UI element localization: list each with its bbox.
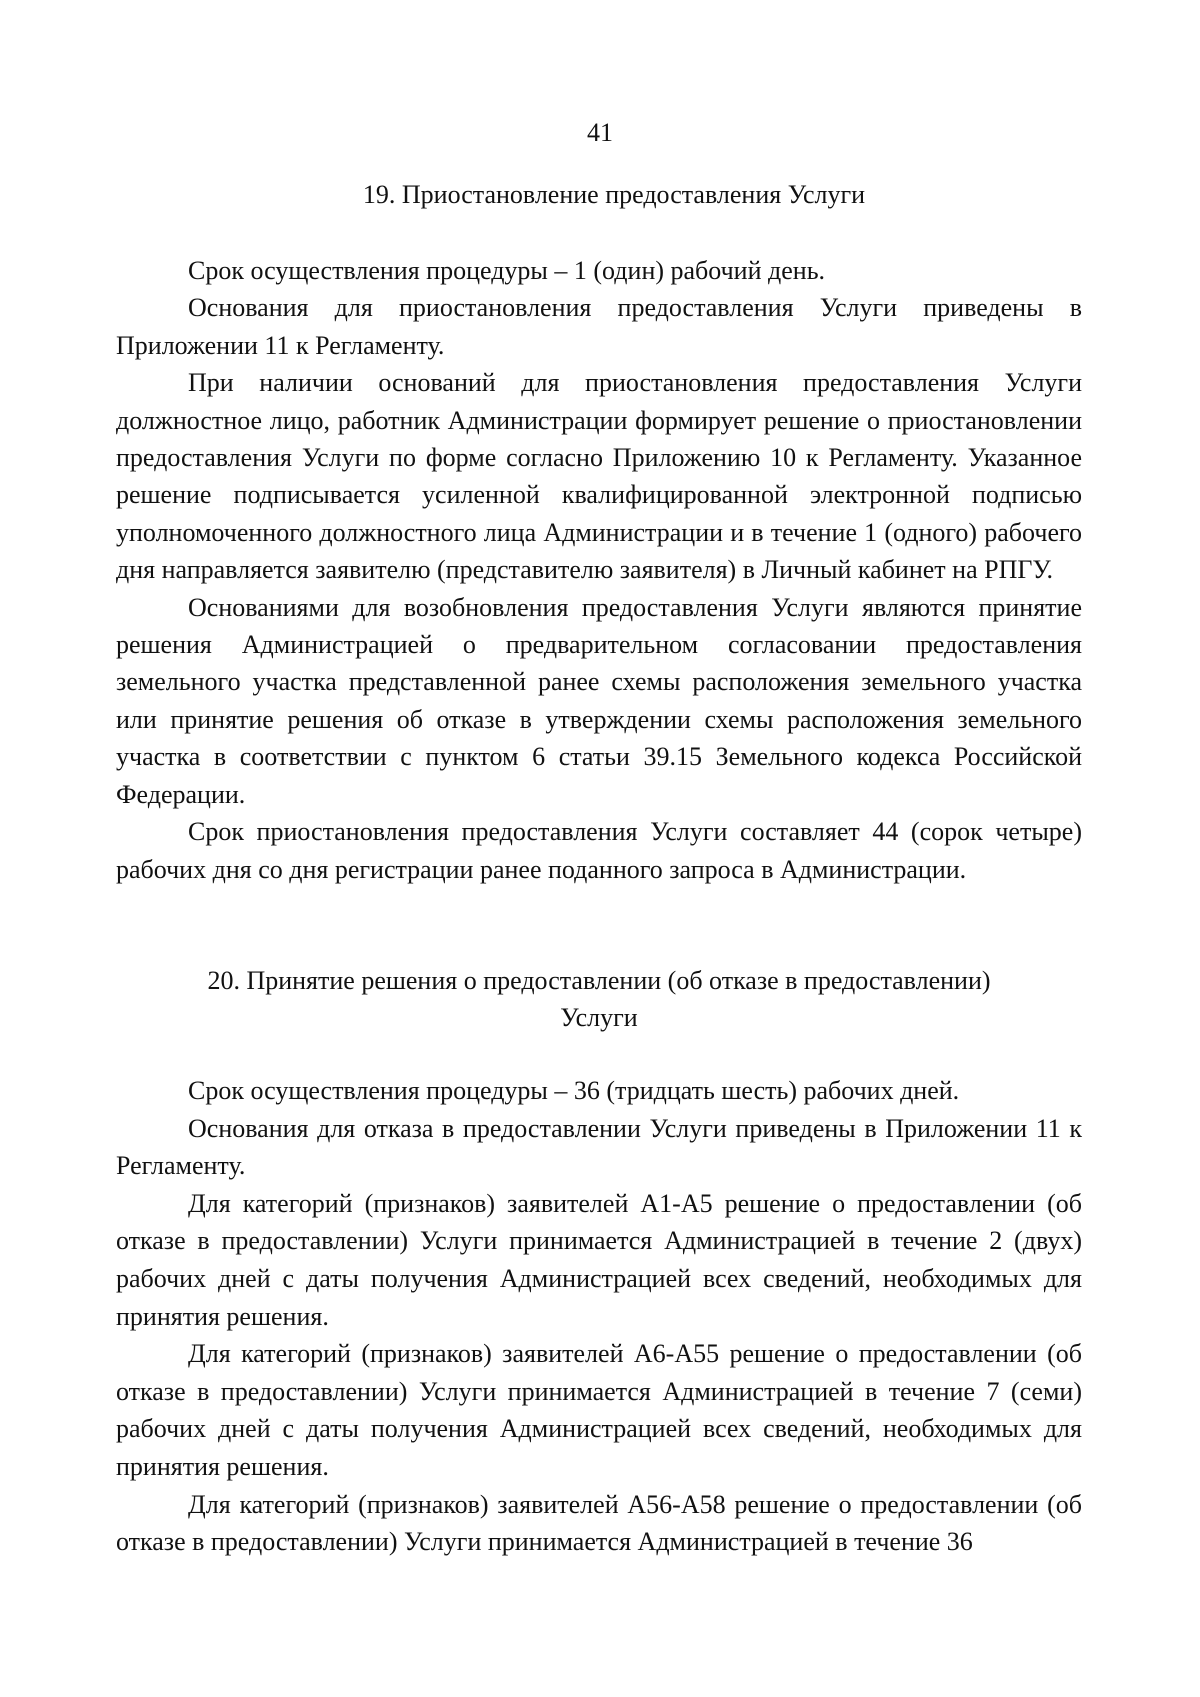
section-20-heading-line-1: 20. Принятие решения о предоставлении (об отказе в предоставлении) xyxy=(207,966,991,995)
section-20-body xyxy=(116,1072,1082,1561)
section-20-heading-line-2: Услуги xyxy=(560,1003,638,1032)
paragraph-19-2: Основания для приостановления предоставления Услуги приведены в Приложении 11 к Регламенту. xyxy=(116,293,1082,360)
section-19-body xyxy=(116,252,1082,888)
paragraph-20-3: Для категорий (признаков) заявителей А1-А5 решение о предоставлении (об отказе в предоставлении) Услуги принимается Администрацией в течение 2 (двух) рабочих дней с даты получения Администрацией всех сведений, необходимых для принятия решения. xyxy=(116,1188,1082,1331)
paragraph-20-2: Основания для отказа в предоставлении Услуги приведены в Приложении 11 к Регламенту. xyxy=(116,1113,1082,1181)
section-20-heading xyxy=(116,962,1082,1036)
paragraph-19-3: При наличии оснований для приостановления предоставления Услуги должностное лицо, работник Администрации формирует решение о приостановлении предоставления Услуги по форме согласно Приложению 10 к Регламенту. Указанное решение подписывается усиленной квалифицированной электронной подписью уполномоченного должностного лица Администрации и в течение 1 (одного) рабочего дня направляется заявителю (представителю заявителя) в Личный кабинет на РПГУ. xyxy=(116,368,1082,585)
paragraph-19-5: Срок приостановления предоставления Услуги составляет 44 (сорок четыре) рабочих дня со дня регистрации ранее поданного запроса в Администрации. xyxy=(116,817,1082,884)
section-19-heading: 19. Приостановление предоставления Услуги xyxy=(362,180,866,209)
paragraph-19-1: Срок осуществления процедуры – 1 (один) рабочий день. xyxy=(188,256,826,285)
paragraph-20-5: Для категорий (признаков) заявителей А56-А58 решение о предоставлении (об отказе в предоставлении) Услуги принимается Администрацией в течение 36 xyxy=(116,1489,1082,1557)
paragraph-20-1: Срок осуществления процедуры – 36 (тридцать шесть) рабочих дней. xyxy=(188,1076,960,1105)
paragraph-19-4: Основаниями для возобновления предоставления Услуги являются принятие решения Администрацией о предварительном согласовании предоставления земельного участка представленной ранее схемы расположения земельного участка или принятие решения об отказе в утверждении схемы расположения земельного участка в соответствии с пунктом 6 статьи 39.15 Земельного кодекса Российской Федерации. xyxy=(116,592,1082,809)
paragraph-20-4: Для категорий (признаков) заявителей А6-А55 решение о предоставлении (об отказе в предоставлении) Услуги принимается Администрацией в течение 7 (семи) рабочих дней с даты получения Администрацией всех сведений, необходимых для принятия решения. xyxy=(116,1339,1082,1481)
page-number: 41 xyxy=(587,118,613,147)
